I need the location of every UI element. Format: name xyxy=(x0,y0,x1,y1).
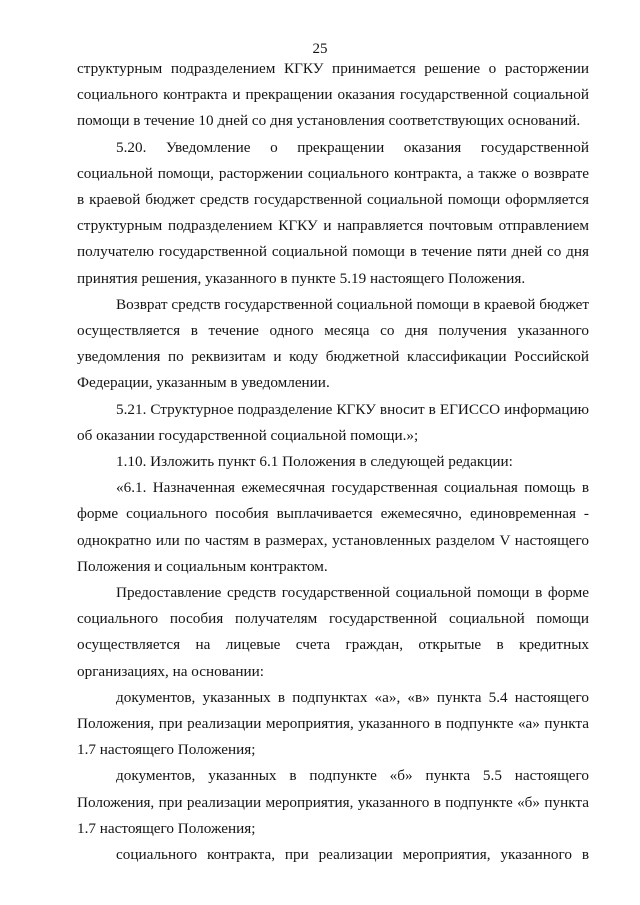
paragraph-1: структурным подразделением КГКУ принимается решение о расторжении социального контракта и прекращении оказания государственной социальной помощи в течение 10 дней со дня установления соответствующих оснований. xyxy=(77,60,589,130)
paragraph-social-contract: социального контракта, при реализации мероприятия, указанного в xyxy=(116,846,589,864)
paragraph-documents-b: документов, указанных в подпункте «б» пункта 5.5 настоящего Положения, при реализации мероприятия, указанного в подпункте «б» пункта 1.7 настоящего Положения; xyxy=(77,767,589,837)
paragraph-5-21: 5.21. Структурное подразделение КГКУ вносит в ЕГИССО информацию об оказании государственной социальной помощи.»; xyxy=(77,400,589,444)
paragraph-documents-a-v: документов, указанных в подпунктах «а», «в» пункта 5.4 настоящего Положения, при реализации мероприятия, указанного в подпункте «а» пункта 1.7 настоящего Положения; xyxy=(77,688,589,759)
paragraph-6-1: «6.1. Назначенная ежемесячная государственная социальная помощь в форме социального пособия выплачивается ежемесячно, единовременная - однократно или по частям в размерах, установленных разделом V настоящего Положения и социальным контрактом. xyxy=(77,479,589,575)
paragraph-refund: Возврат средств государственной социальной помощи в краевой бюджет осуществляется в течение одного месяца со дня получения указанного уведомления по реквизитам и коду бюджетной классификации Российской Федерации, указанным в уведомлении. xyxy=(77,295,589,392)
paragraph-provision: Предоставление средств государственной социальной помощи в форме социального пособия получателям государственной социальной помощи осуществляется на лицевые счета граждан, открытые в кредитных организациях, на основании: xyxy=(77,584,589,680)
paragraph-5-20: 5.20. Уведомление о прекращении оказания государственной социальной помощи, расторжении социального контракта, а также о возврате в краевой бюджет средств государственной социальной помощи оформляется структурным подразделением КГКУ и направляется почтовым отправлением получателю государственной социальной помощи в течение пяти дней со дня принятия решения, указанного в пункте 5.19 настоящего Положения. xyxy=(77,138,589,287)
paragraph-1-10: 1.10. Изложить пункт 6.1 Положения в следующей редакции: xyxy=(116,453,513,471)
document-body xyxy=(77,56,589,868)
page-number: 25 xyxy=(312,41,328,57)
